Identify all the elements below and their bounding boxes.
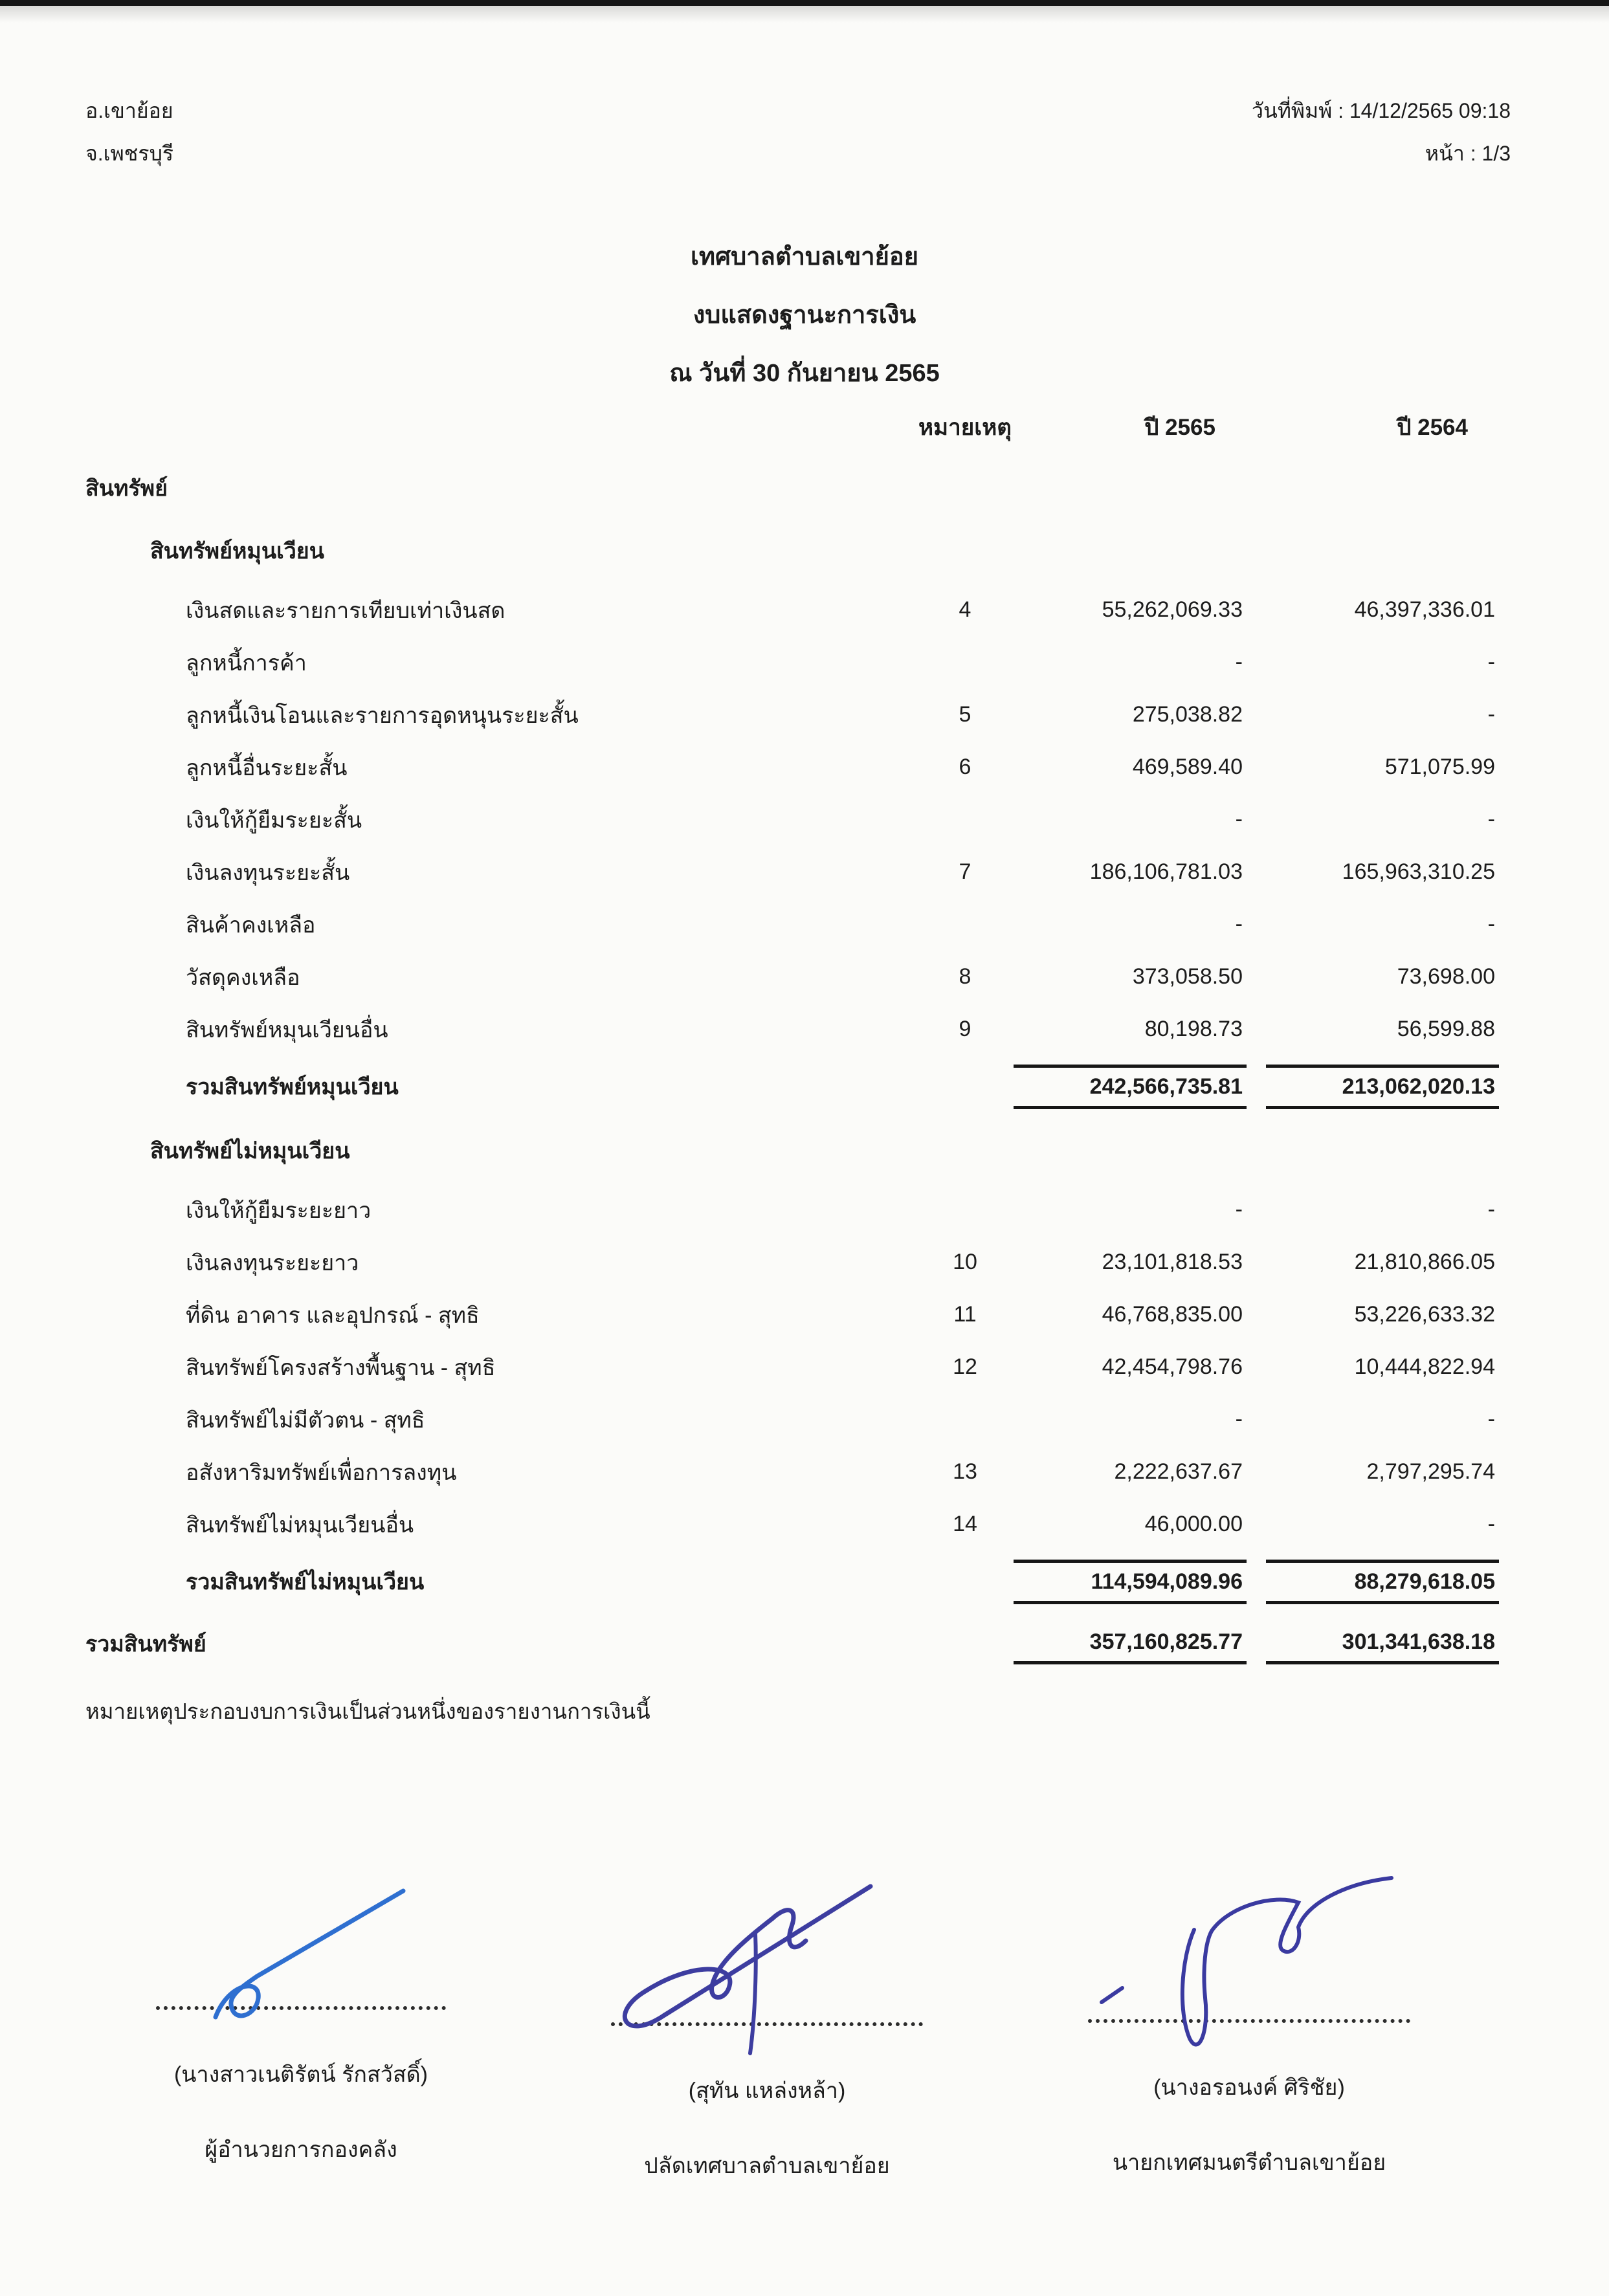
row-note-number: 13 [953,1459,977,1484]
balance-sheet-table [84,396,1499,1675]
row-value-2564: - [1487,650,1495,674]
row-value-2564: 213,062,020.13 [1266,1065,1499,1109]
row-value-2564: 46,397,336.01 [1354,597,1495,622]
column-header-year-2564: ปี 2564 [1397,414,1468,440]
table-row [84,689,1499,741]
row-value-2565: 42,454,798.76 [1102,1354,1243,1379]
row-note-number: 10 [953,1250,977,1274]
signer-role: นายกเทศมนตรีตำบลเขาย้อย [1112,2150,1386,2175]
table-row [84,1055,1499,1118]
row-label: สินทรัพย์โครงสร้างพื้นฐาน - สุทธิ [186,1355,496,1380]
row-label: ลูกหนี้การค้า [186,650,307,676]
row-label: เงินลงทุนระยะสั้น [186,860,350,885]
table-row [84,793,1499,846]
row-label: วัสดุคงเหลือ [186,965,300,990]
row-label: เงินให้กู้ยืมระยะสั้น [186,808,362,833]
row-note-number: 6 [959,755,971,779]
row-value-2564: - [1487,807,1495,832]
row-value-2565: 186,106,781.03 [1089,859,1243,884]
table-row [84,1003,1499,1055]
row-label: ที่ดิน อาคาร และอุปกรณ์ - สุทธิ [186,1303,480,1328]
row-value-2565: 46,768,835.00 [1102,1302,1243,1327]
row-value-2564: 21,810,866.05 [1354,1250,1495,1274]
row-note-number: 4 [959,597,971,622]
table-row [84,741,1499,793]
row-note-number: 9 [959,1017,971,1041]
row-note-number: 14 [953,1512,977,1536]
header-left [85,89,173,175]
signature-block-finance-director [133,1877,469,2167]
row-value-2564: 53,226,633.32 [1354,1302,1495,1327]
row-value-2564: 301,341,638.18 [1266,1623,1499,1664]
signer-name: (นางอรอนงค์ ศิริชัย) [1153,2075,1345,2100]
row-value-2564: 56,599.88 [1397,1017,1495,1041]
district-label: อ.เขาย้อย [85,99,173,122]
row-value-2564: 88,279,618.05 [1266,1560,1499,1604]
row-note-number: 11 [953,1302,977,1327]
signer-role: ผู้อำนวยการกองคลัง [205,2137,397,2162]
page-number-label: หน้า : 1/3 [1425,142,1511,165]
column-header-year-2565: ปี 2565 [1144,414,1215,440]
table-row [84,584,1499,636]
row-value-2565: 357,160,825.77 [1014,1623,1247,1664]
row-label: สินทรัพย์หมุนเวียนอื่น [186,1017,388,1043]
table-row [84,1393,1499,1446]
row-value-2565: - [1235,1197,1243,1222]
row-label: สินทรัพย์หมุนเวียน [150,539,324,564]
table-row [84,951,1499,1003]
row-value-2565: - [1235,1407,1243,1431]
signature-ink-finance-director [133,1877,469,2006]
row-value-2564: - [1487,1512,1495,1536]
row-value-2565 [1014,544,1247,557]
table-row [84,1551,1499,1613]
row-value-2565: - [1235,912,1243,936]
row-label: สินทรัพย์ไม่หมุนเวียนอื่น [186,1512,414,1538]
table-row [84,898,1499,951]
signature-ink-mayor [1061,1890,1437,2019]
row-label: เงินให้กู้ยืมระยะยาว [186,1198,372,1223]
row-value-2565 [1014,481,1247,494]
organization-title: เทศบาลตำบลเขาย้อย [691,243,918,270]
header-right [1252,89,1511,175]
row-value-2565: 2,222,637.67 [1114,1459,1243,1484]
row-value-2565: - [1235,650,1243,674]
row-value-2565: 55,262,069.33 [1102,597,1243,622]
table-row [84,1498,1499,1551]
row-label: รวมสินทรัพย์ [85,1632,206,1657]
table-header-row [84,396,1499,458]
scan-shadow-artifact [0,6,1609,23]
as-of-date-title: ณ วันที่ 30 กันยายน 2565 [669,360,940,387]
scan-edge-artifact [0,0,1609,6]
table-row [84,1341,1499,1393]
row-value-2564: 2,797,295.74 [1366,1459,1495,1484]
row-value-2564: - [1487,912,1495,936]
row-value-2565: 242,566,735.81 [1014,1065,1247,1109]
signature-ink-clerk [586,1893,948,2022]
row-label: สินค้าคงเหลือ [186,912,316,938]
table-row [84,846,1499,898]
balance-table-body [84,458,1499,1675]
table-row [84,1184,1499,1236]
print-date-label: วันที่พิมพ์ : 14/12/2565 09:18 [1251,99,1511,122]
table-row [84,636,1499,689]
row-label: สินทรัพย์ไม่มีตัวตน - สุทธิ [186,1407,425,1433]
signature-block-mayor [1061,1890,1437,2180]
row-value-2565: 23,101,818.53 [1102,1250,1243,1274]
row-note-number: 12 [953,1354,977,1379]
footnote-text: หมายเหตุประกอบงบการเงินเป็นส่วนหนึ่งของรายงานการเงินนี้ [85,1699,650,1723]
row-label: ลูกหนี้เงินโอนและรายการอุดหนุนระยะสั้น [186,703,579,728]
table-row [84,1288,1499,1341]
row-value-2564: 73,698.00 [1397,964,1495,989]
row-value-2564: - [1487,1197,1495,1222]
row-label: เงินสดและรายการเทียบเท่าเงินสด [186,598,505,623]
row-value-2564: 165,963,310.25 [1342,859,1495,884]
table-row [84,518,1499,584]
row-label: รวมสินทรัพย์ไม่หมุนเวียน [186,1570,425,1595]
row-value-2565: 46,000.00 [1144,1512,1243,1536]
column-header-note: หมายเหตุ [918,414,1012,440]
row-value-2564: 10,444,822.94 [1354,1354,1495,1379]
table-row [84,458,1499,518]
row-value-2564 [1266,544,1499,557]
row-value-2564: 571,075.99 [1384,755,1495,779]
signature-block-clerk [586,1893,948,2183]
row-value-2565: 469,589.40 [1132,755,1243,779]
row-value-2565: 80,198.73 [1144,1017,1243,1041]
table-row [84,1118,1499,1184]
row-value-2564: - [1487,702,1495,727]
row-label: ลูกหนี้อื่นระยะสั้น [186,755,348,780]
table-row [84,1446,1499,1498]
row-note-number: 8 [959,964,971,989]
row-label: สินทรัพย์ไม่หมุนเวียน [150,1139,350,1164]
row-label: สินทรัพย์ [85,476,168,501]
row-value-2565 [1014,1144,1247,1157]
signer-name: (นางสาวเนติรัตน์ รักสวัสดิ์) [173,2062,428,2087]
row-value-2565: 373,058.50 [1132,964,1243,989]
row-label: อสังหาริมทรัพย์เพื่อการลงทุน [186,1460,457,1485]
document-title-block [0,228,1609,403]
row-note-number: 7 [959,859,971,884]
row-label: เงินลงทุนระยะยาว [186,1250,359,1275]
row-note-number: 5 [959,702,971,727]
statement-title: งบแสดงฐานะการเงิน [693,302,916,329]
row-value-2564 [1266,481,1499,494]
row-value-2565: 114,594,089.96 [1014,1560,1247,1604]
table-row [84,1613,1499,1675]
row-value-2564: - [1487,1407,1495,1431]
row-value-2565: - [1235,807,1243,832]
signer-name: (สุทัน แหล่งหล้า) [688,2079,846,2103]
row-value-2564 [1266,1144,1499,1157]
row-value-2565: 275,038.82 [1132,702,1243,727]
province-label: จ.เพชรบุรี [85,142,174,165]
row-label: รวมสินทรัพย์หมุนเวียน [186,1075,399,1099]
table-row [84,1236,1499,1288]
signer-role: ปลัดเทศบาลตำบลเขาย้อย [644,2154,890,2178]
